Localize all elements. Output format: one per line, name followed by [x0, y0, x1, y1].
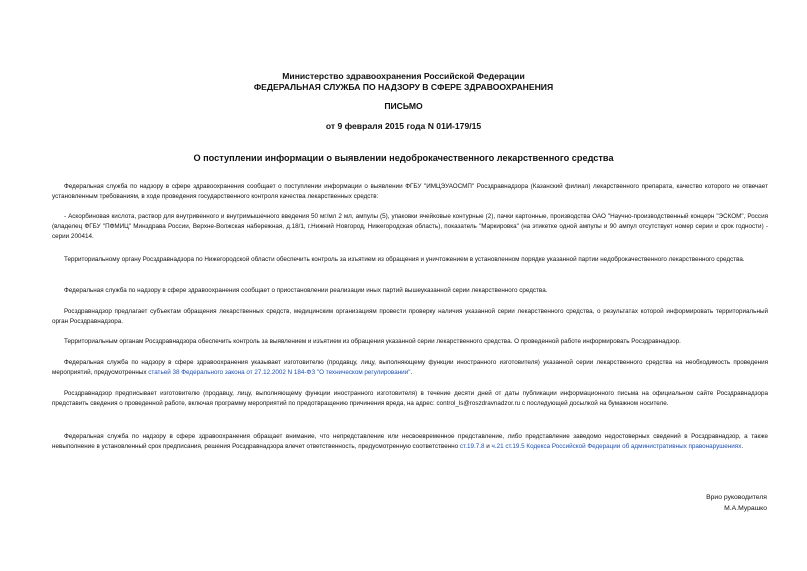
service-name: ФЕДЕРАЛЬНАЯ СЛУЖБА ПО НАДЗОРУ В СФЕРЕ ЗДРАВООХРАНЕНИЯ [253, 82, 554, 92]
document-title: О поступлении информации о выявлении недоброкачественного лекарственного средства [193, 153, 614, 163]
koap-code-link[interactable]: Кодекса Российской Федерации об административных правонарушениях [526, 443, 742, 450]
paragraph-7-end: . [410, 369, 413, 376]
paragraph-7-text: Федеральная служба по надзору в сфере здравоохранения указывает изготовителю (продавцу, лицу, выполняющему функции иностранного изготовителя) указанной серии лекарственного средства на необходимость проведения мероприятий, предусмотренных [52, 359, 768, 376]
paragraph-5: Росздравнадзор предлагает субъектам обращения лекарственных средств, медицинским организациям провести проверку наличия указанной серии лекарственного средства, о результатах которой информировать территориальный орган Росздравнадзора. [52, 308, 768, 325]
paragraph-1: Федеральная служба по надзору в сфере здравоохранения сообщает о поступлении информации о выявлении ФГБУ "ИМЦЭУАОСМП" Росздравнадзора (Казанский филиал) лекарственного препарата, качество которого не отвечает установленным требованиям, в ходе проведения государственного контроля качества лекарственных средств: [52, 183, 768, 200]
koap-19-7-8-link[interactable]: ст.19.7.8 [459, 443, 485, 450]
ministry-name: Министерство здравоохранения Российской Федерации [282, 71, 525, 81]
signatory-name: М.А.Мурашко [724, 505, 767, 512]
paragraph-9-end: . [741, 443, 744, 450]
paragraph-3: Территориальному органу Росздравнадзора по Нижегородской области обеспечить контроль за изъятием из обращения и уничтожением в установленном порядке указанной партии недоброкачественного лекарственного средства. [64, 256, 745, 263]
paragraph-9-text: Федеральная служба по надзору в сфере здравоохранения обращает внимание, что непредставление или несвоевременное представление, либо представление заведомо недостоверных сведений в Росздравнадзор, а также невыполнение в установленный срок предписания, решения Росздравнадзора влечет ответственность, предусмотренную соответственно [52, 433, 768, 450]
paragraph-8: Росздравнадзор предписывает изготовителю (продавцу, лицу, выполняющему функции иностранного изготовителя) в течение десяти дней от даты публикации информационного письма на официальном сайте Росздравнадзора представить сведения о проведенной работе, включая программу мероприятий по предотвращению причинения вреда, на адрес: control_ls@roszdravnadzor.ru с последующей досылкой на бумажном носителе. [52, 390, 768, 407]
law-184-fz-link[interactable]: статьей 38 Федерального закона от 27.12.2002 N 184-ФЗ "О техническом регулировании" [148, 369, 411, 376]
document-date-number: от 9 февраля 2015 года N 01И-179/15 [325, 121, 482, 131]
paragraph-9-conj: и [484, 443, 492, 450]
koap-19-5-link[interactable]: ч.21 ст.19.5 [491, 443, 525, 450]
paragraph-4: Федеральная служба по надзору в сфере здравоохранения сообщает о приостановлении реализации иных партий вышеуказанной серии лекарственного средства. [64, 287, 548, 294]
document-type: ПИСЬМО [384, 101, 423, 111]
signatory-position: Врио руководителя [706, 494, 767, 501]
signature-block [706, 492, 767, 514]
paragraph-2: - Аскорбиновая кислота, раствор для внутривенного и внутримышечного введения 50 мг/мл 2 мл, ампулы (5), упаковки ячейковые контурные (2), пачки картонные, производства ОАО "Научно-производственный концерн "ЭСКОМ", Россия (владелец ФГБУ "ПФМИЦ" Минздрава России, Верхне-Волжская набережная, д.18/1, г.Нижний Новгород, Нижегородская область), показатель "Маркировка" (на этикетке одной ампулы и 90 ампул отсутствует номер серии и срок годности) - серии 200414. [52, 213, 768, 240]
paragraph-7 [52, 358, 768, 378]
paragraph-6: Территориальным органам Росздравнадзора обеспечить контроль за выявлением и изъятием из обращения указанной серии лекарственного средства. О проведенной работе информировать Росздравнадзор. [64, 338, 681, 345]
paragraph-9 [52, 432, 768, 462]
